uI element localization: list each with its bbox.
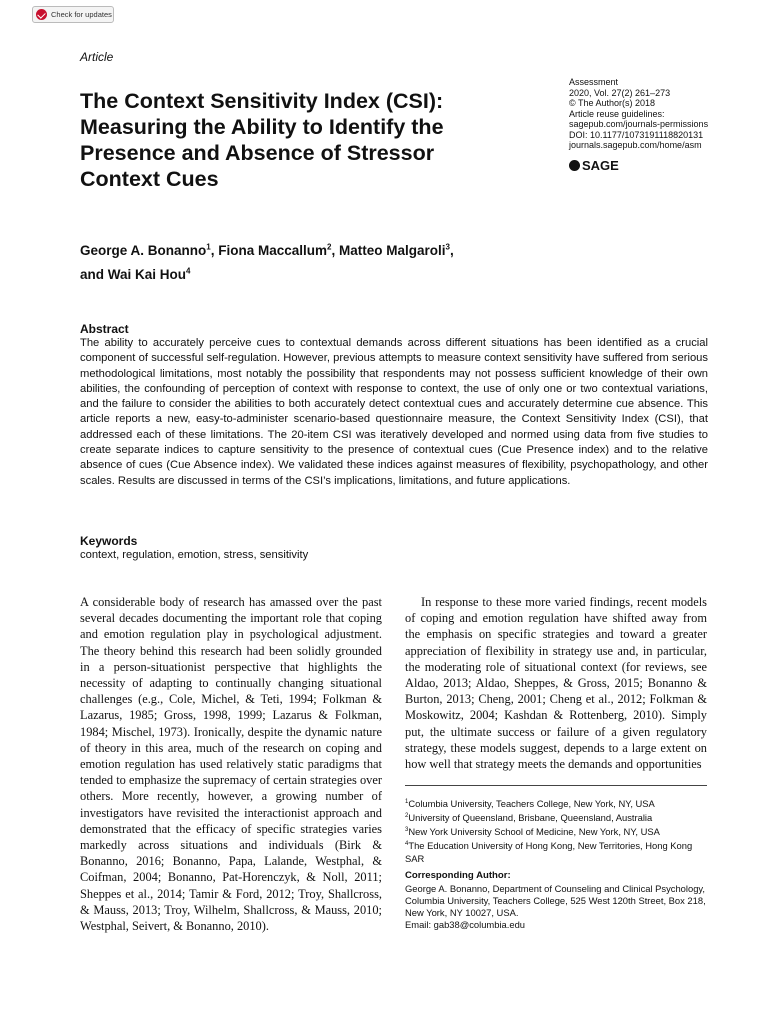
author: Fiona Maccallum$^2$,: [218, 242, 339, 258]
affiliation-item: $^4$The Education University of Hong Kong, New Territories, Hong Kong SAR: [405, 840, 693, 864]
abstract-text: The ability to accurately perceive cues to contextual demands across different situations has been identified as a crucial component of successful self-regulation. However, previous attempts to measure context sensitivity have suffered from serious methodological limitations, most notably the possibility that respondents may not possess sufficient knowledge of their own abilities, the confounding of perception of context with response to context, the use of only one or two contextual variations, and the failure to consider the abilities to both accurately detect contextual cues and accurately determine cue absence. This article reports a new, easy-to-administer scenario-based questionnaire measure, the Context Sensitivity Index (CSI), that addressed each of these limitations. The 20-item CSI was iteratively developed and normed using data from five studies to create separate indices to capture sensitivity to the presence of contextual cues (Cue Presence index) and to the relative absence of cues (Cue Absence index). We validated these indices against measures of flexibility, psychopathology, and other scales. Results are discussed in terms of the CSI’s implications, limitations, and future applications.: [80, 337, 708, 487]
journal-name: Assessment: [569, 77, 619, 87]
affiliation-item: $^3$New York University School of Medicine, New York, NY, USA: [405, 826, 660, 838]
abstract-heading: Abstract: [80, 322, 129, 336]
affiliation-item: $^2$University of Queensland, Brisbane, Queensland, Australia: [405, 812, 653, 824]
affiliations: [405, 796, 707, 865]
affiliation-item: $^1$Columbia University, Teachers College, New York, NY, USA: [405, 798, 655, 810]
author-list: [80, 236, 640, 285]
corresponding-author-heading: Corresponding Author:: [405, 870, 511, 881]
reuse-link[interactable]: sagepub.com/journals-permissions: [569, 119, 709, 129]
sage-logo-icon: [569, 160, 580, 171]
doi-link[interactable]: DOI: 10.1177/1073191118820131: [569, 129, 704, 140]
check-for-updates-label: Check for updates: [51, 10, 112, 19]
check-for-updates-badge[interactable]: [32, 6, 114, 23]
journal-link[interactable]: journals.sagepub.com/home/asm: [569, 140, 702, 150]
corresponding-email[interactable]: Email: gab38@columbia.edu: [405, 919, 526, 930]
article-type-label: Article: [80, 50, 114, 64]
author: Matteo Malgaroli$^3$,: [338, 242, 454, 258]
footnote-divider: [405, 785, 707, 786]
check-icon: [36, 9, 47, 20]
body-column-left: A considerable body of research has amassed over the past several decades documenting the important role that coping and emotion regulation play in psychological adjustment. The theory behind this research had been solidly grounded in a person-situationist perspective that highlights the necessity of adapting to continually changing situational challenges (e.g., Cole, Michel, & Teti, 1994; Folkman & Lazarus, 1985; Gross, 1998, 1999; Lazarus & Folkman, 1984; Mischel, 1973). Ironically, despite the dynamic nature of theory in this area, much of the research on coping and emotion regulation has used relatively static paradigms that tended to emphasize the supremacy of certain strategies over others. More recently, however, a growing number of investigators have revisited the interactionist approach and demonstrated that the efficacy of specific strategies varies markedly across situations and individuals (Birk & Bonanno, 2016; Bonanno, Papa, Lalande, Westphal, & Coifman, 2004; Bonanno, Pat-Horenczyk, & Noll, 2011; Sheppes et al., 2014; Tamir & Ford, 2012; Troy, Shallcross, & Mauss, 2013; Troy, Wilhelm, Shallcross, & Mauss, 2010; Westphal, Seivert, & Bonanno, 2010).: [80, 595, 382, 934]
journal-volume: 2020, Vol. 27(2) 261–273: [569, 87, 671, 98]
publisher-name: SAGE: [582, 158, 619, 173]
journal-copyright: © The Author(s) 2018: [569, 98, 656, 108]
corresponding-address: George A. Bonanno, Department of Counseling and Clinical Psychology, Columbia University, Teachers College, 525 West 120th Street, Box 218, New York, NY 10027, USA.: [405, 883, 706, 918]
body-column-right: In response to these more varied findings, recent models of coping and emotion regulation have shifted away from the emphasis on specific strategies and toward a greater appreciation of flexibility in strategy use and, in particular, the moderating role of situational context (for reviews, see Aldao, 2013; Aldao, Sheppes, & Gross, 2015; Bonanno & Burton, 2013; Cheng, 2001; Cheng et al., 2012; Folkman & Moskowitz, 2004; Kashdan & Rottenberg, 2010). Simply put, the ultimate success or failure of a given regulatory strategy, these models suggest, depends to a large extent on how well that strategy meets the demands and opportunities: [405, 595, 707, 772]
article-title: The Context Sensitivity Index (CSI): Measuring the Ability to Identify the Presence and Absence of Stressor Context Cues: [80, 89, 444, 191]
author: George A. Bonanno$^1$,: [80, 242, 219, 258]
sage-logo: [569, 158, 619, 173]
journal-info: [569, 77, 759, 151]
keywords-heading: Keywords: [80, 534, 138, 548]
corresponding-author-details: [405, 883, 707, 931]
keywords-text: context, regulation, emotion, stress, sensitivity: [80, 549, 309, 561]
author: and Wai Kai Hou$^4$: [80, 266, 191, 282]
reuse-label: Article reuse guidelines:: [569, 108, 665, 119]
